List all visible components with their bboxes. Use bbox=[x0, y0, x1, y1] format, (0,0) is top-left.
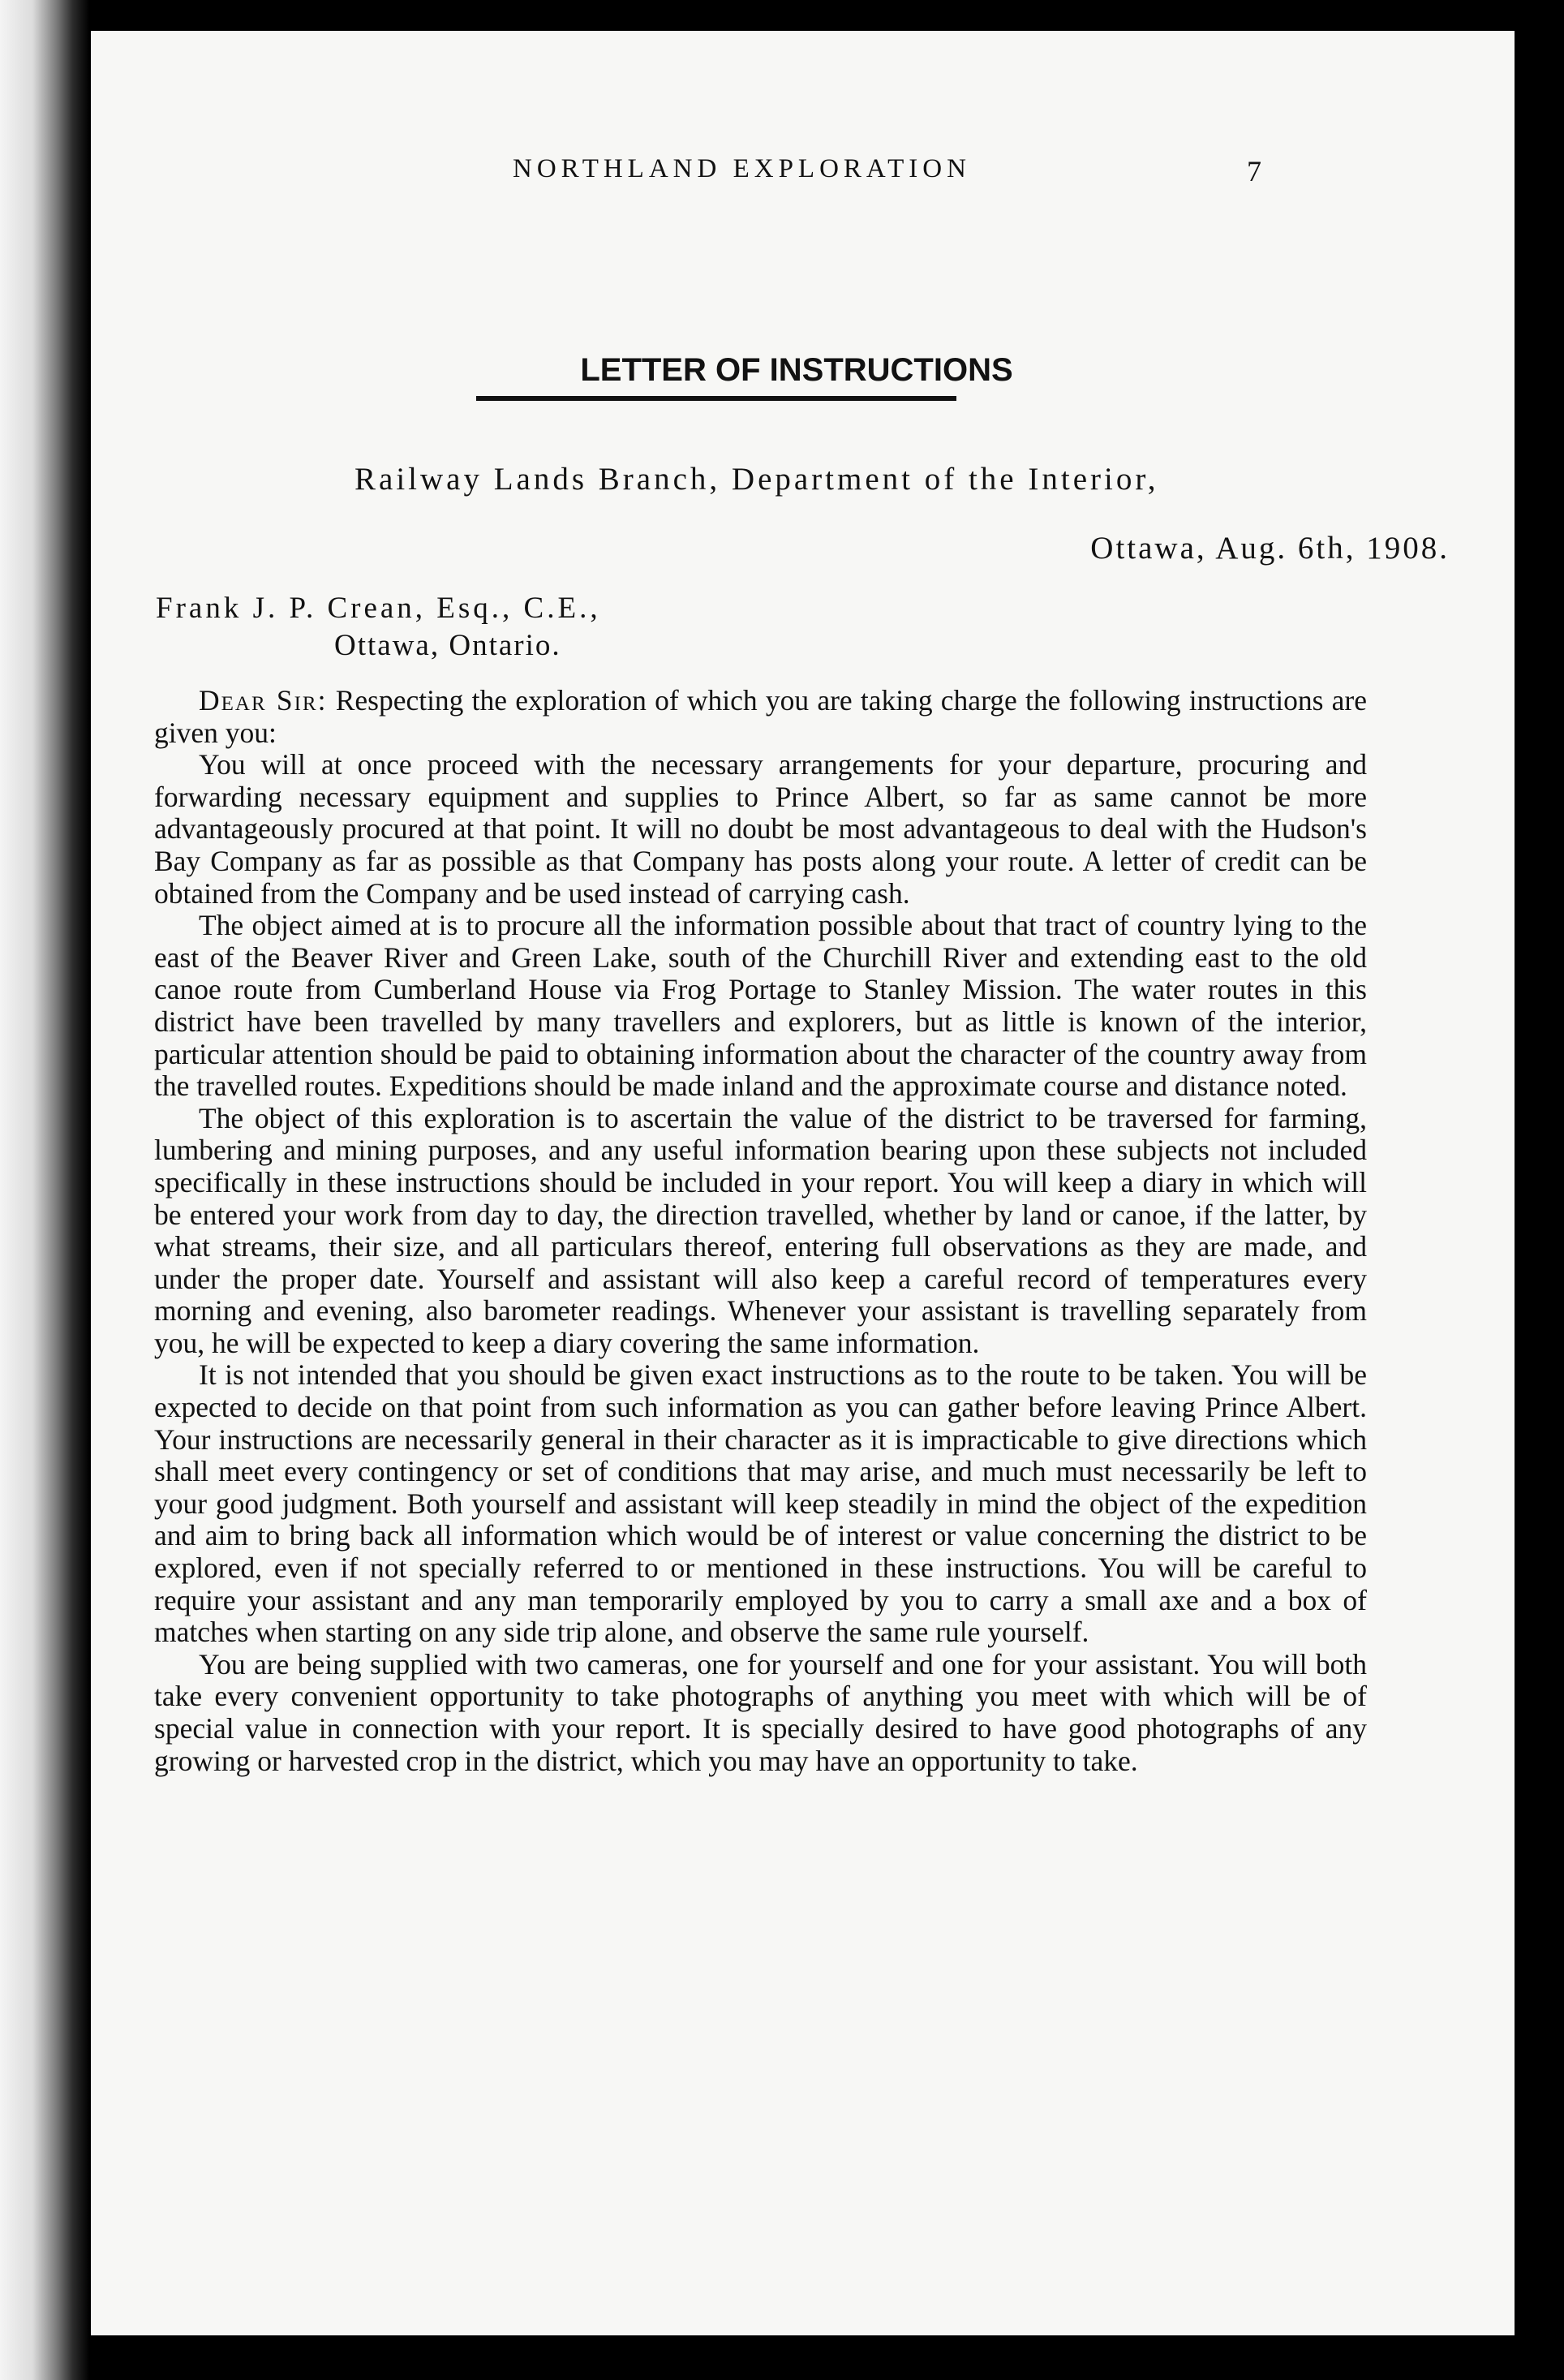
letter-title: LETTER OF INSTRUCTIONS bbox=[580, 352, 1013, 388]
body-paragraph: The object of this exploration is to ascertain the value of the district to be traversed for farming, lumbering and mining purposes, and any useful information bearing upon these subjects not included specifically in these instructions should be included in your report. You will keep a diary in which will be entered your work from day to day, the direction travelled, whether by land or canoe, if the latter, by what streams, their size, and all particulars thereof, entering full observations as they are made, and under the proper date. Yourself and assistant will also keep a careful record of temperatures every morning and evening, also barometer readings. Whenever your assistant is travelling separately from you, he will be expected to keep a diary covering the same information. bbox=[154, 1101, 1367, 1359]
page-number: 7 bbox=[1247, 155, 1261, 187]
body-paragraph: It is not intended that you should be given exact instructions as to the route to be taken. You will be expected to decide on that point from such information as you can gather before leaving Prince Albert. Your instructions are necessarily general in their character as it is impracticable to give directions which shall meet every contingency or set of conditions that may arise, and much must necessarily be left to your good judgment. Both yourself and assistant will keep steadily in mind the object of the expedition and aim to bring back all information which would be of interest or value concerning the district to be explored, even if not specially referred to or mentioned in these instructions. You will be careful to require your assistant and any man temporarily employed by you to carry a small axe and a box of matches when starting on any side trip alone, and observe the same rule yourself. bbox=[154, 1358, 1367, 1649]
department-line: Railway Lands Branch, Department of the Interior, bbox=[354, 462, 1159, 497]
running-head: NORTHLAND EXPLORATION bbox=[513, 154, 971, 183]
body-paragraph: The object aimed at is to procure all the information possible about that tract of country lying to the east of the Beaver River and Green Lake, south of the Churchill River and extending east to the old canoe route from Cumberland House via Frog Portage to Stanley Mission. The water routes in this district have been travelled by many travellers and explorers, but as little is known of the interior, particular attention should be paid to obtaining information about the character of the country away from the travelled routes. Expeditions should be made inland and the approximate course and distance noted. bbox=[154, 909, 1367, 1103]
document-page bbox=[91, 31, 1515, 2335]
addressee-address: Ottawa, Ontario. bbox=[334, 629, 561, 662]
body-paragraph: You will at once proceed with the necessary arrangements for your departure, procuring and forwarding necessary equipment and supplies to Prince Albert, so far as same cannot be more advantageously procured at that point. It will no doubt be most advantageous to deal with the Hudson's Bay Company as far as possible as that Company has posts along your route. A letter of credit can be obtained from the Company and be used instead of carrying cash. bbox=[154, 748, 1367, 910]
title-underline bbox=[476, 396, 956, 401]
salutation: Dear Sir: bbox=[199, 684, 328, 717]
addressee-name: Frank J. P. Crean, Esq., C.E., bbox=[156, 592, 601, 625]
body-paragraph bbox=[154, 685, 1367, 749]
letter-body bbox=[154, 685, 1367, 1777]
place-date: Ottawa, Aug. 6th, 1908. bbox=[1090, 531, 1450, 566]
book-binding-edge bbox=[0, 0, 89, 2380]
body-paragraph: You are being supplied with two cameras, one for yourself and one for your assistant. You will both take every convenient opportunity to take photographs of anything you meet with which will be of special value in connection with your report. It is specially desired to have good photographs of any growing or harvested crop in the district, which you may have an opportunity to take. bbox=[154, 1647, 1367, 1777]
paragraph-text: Respecting the exploration of which you are taking charge the following instructions are given you: bbox=[154, 684, 1368, 749]
